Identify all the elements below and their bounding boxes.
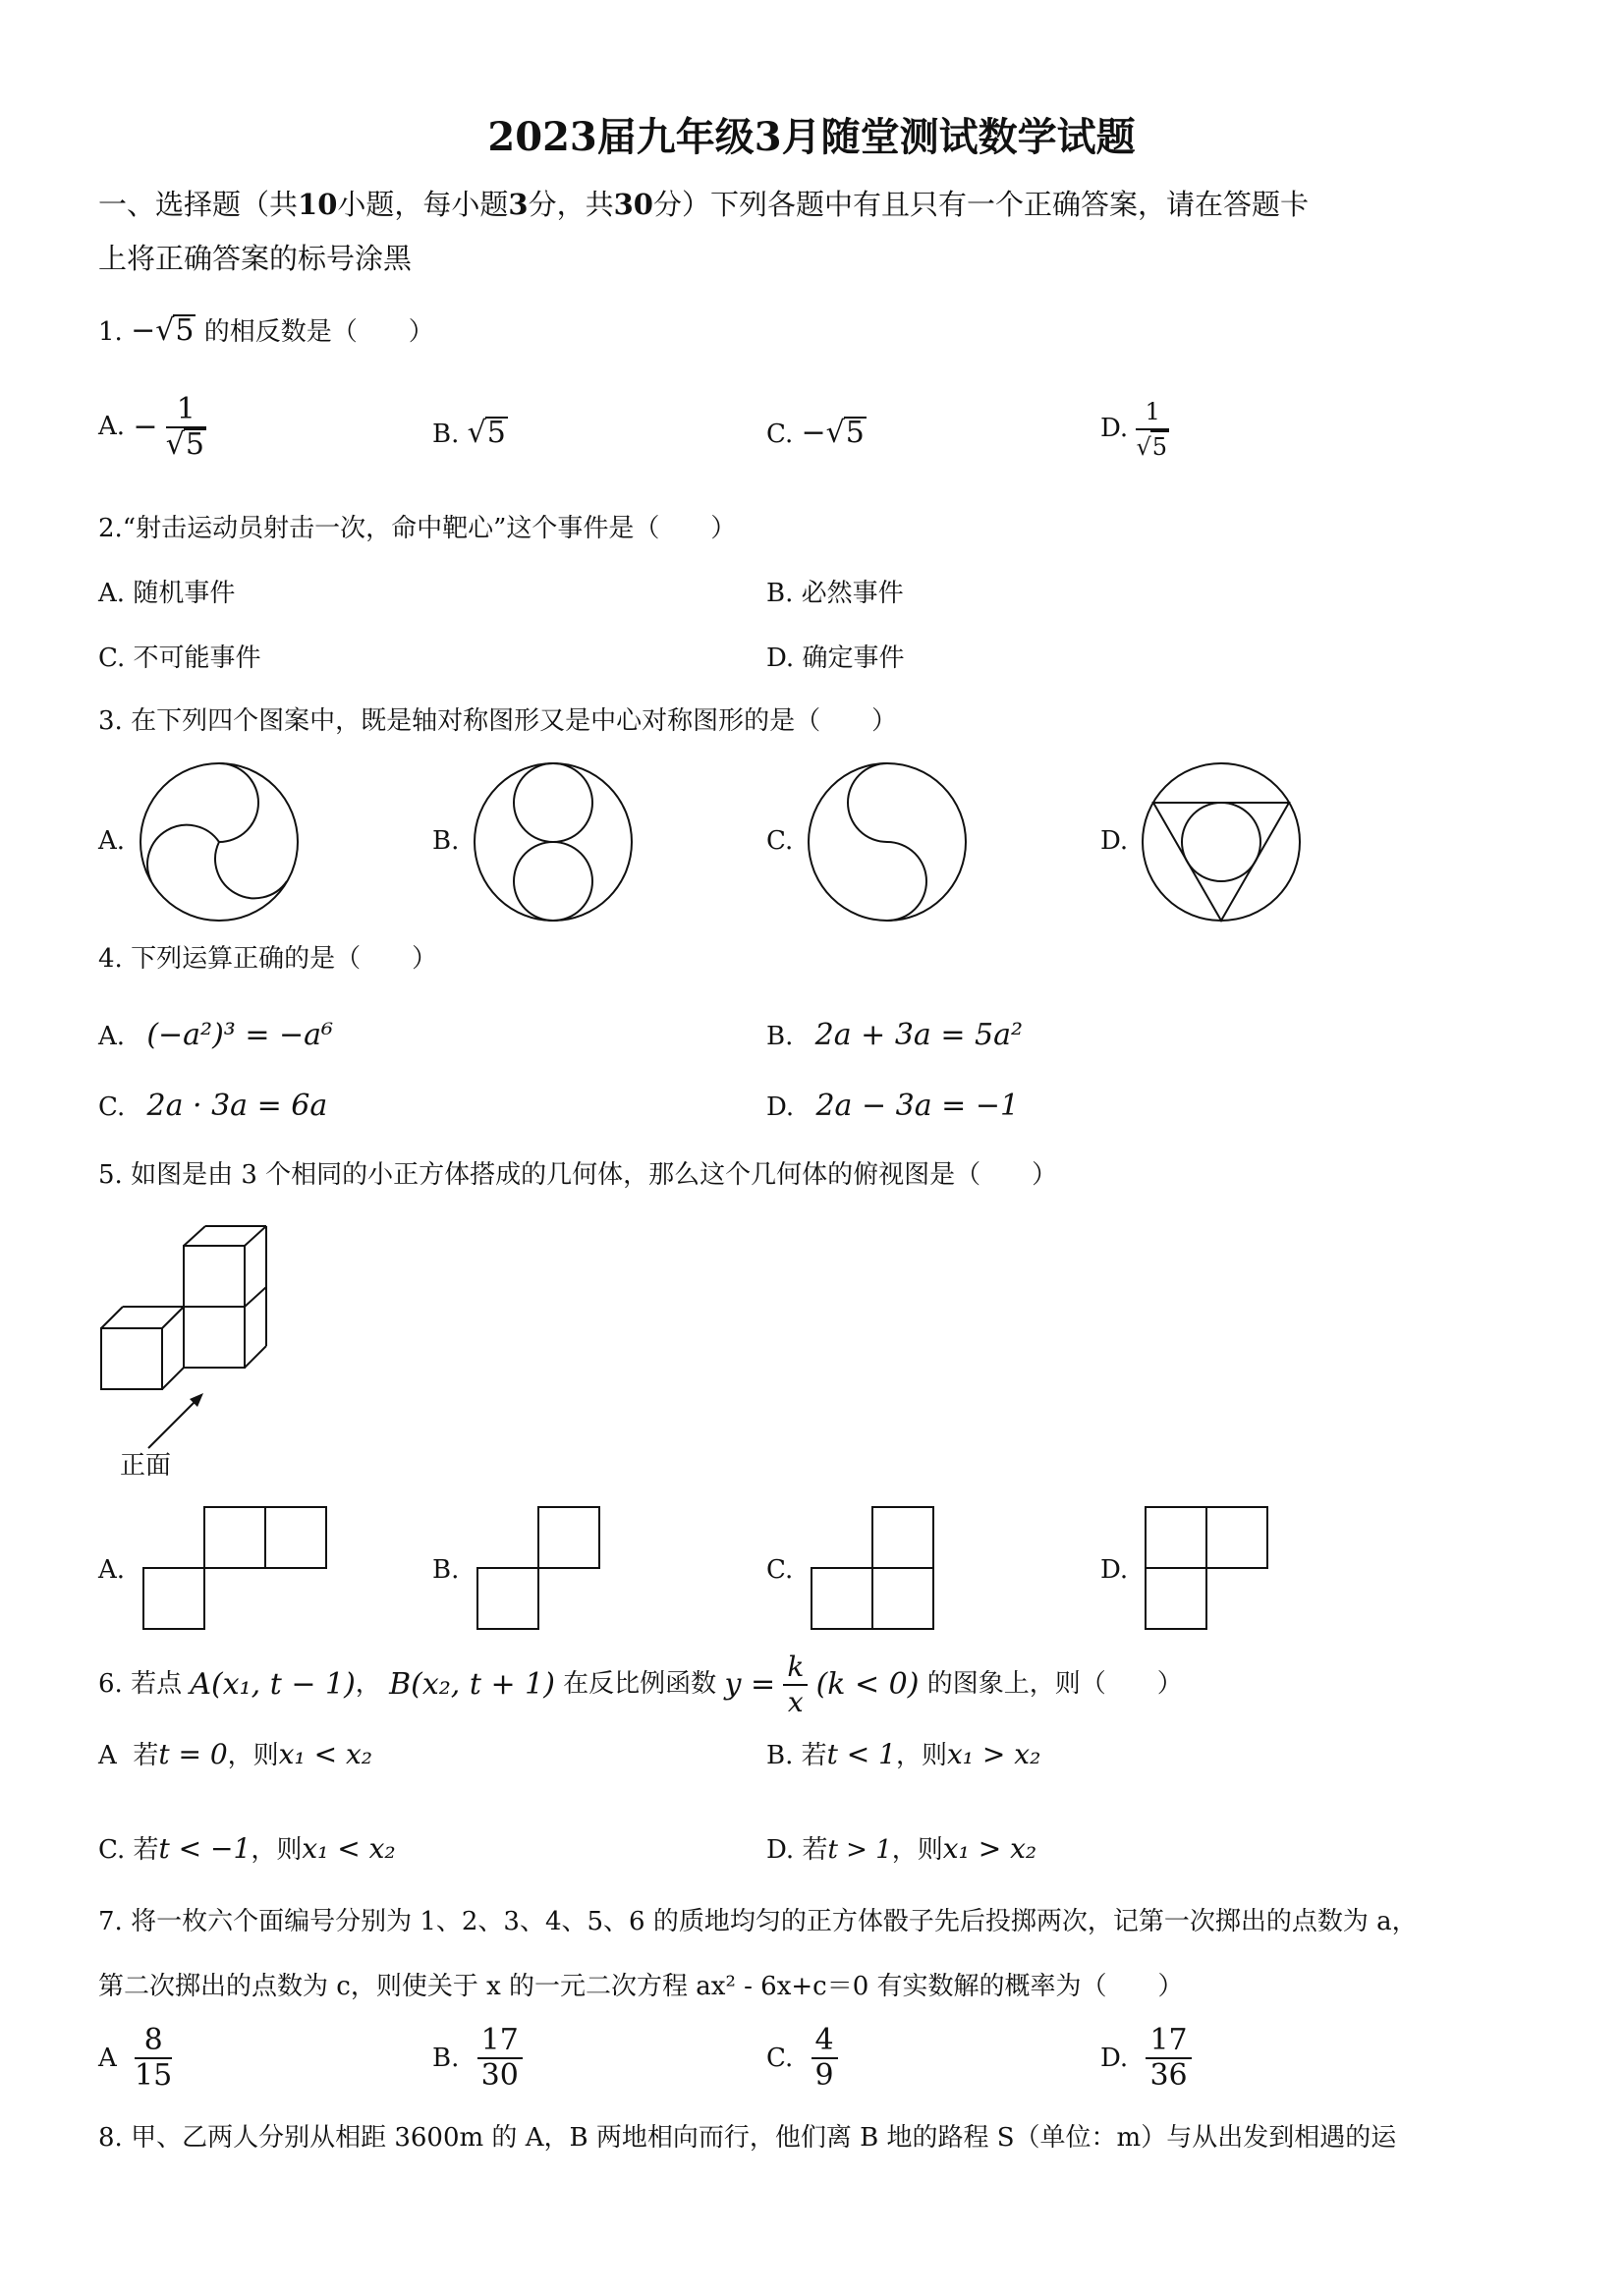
q5-option-a-view bbox=[141, 1505, 330, 1635]
q6-stem: 6. 若点 A(x₁, t − 1)， B(x₂, t + 1) 在反比例函数 y = $\frac{k}{x}$ (k < 0) 的图象上，则（ ） bbox=[98, 1651, 1183, 1718]
q2-option-a: A. 随机事件 bbox=[98, 579, 236, 608]
q4-option-b: B. 2a + 3a = 5a² bbox=[766, 1018, 1024, 1052]
q4-option-a: A. (−a²)³ = −a⁶ bbox=[98, 1018, 334, 1052]
q4-option-c: C. 2a · 3a = 6a bbox=[98, 1089, 328, 1123]
q3-figure-a bbox=[138, 760, 301, 924]
q6-option-c: C. 若t < −1，则x₁ < x₂ bbox=[98, 1832, 396, 1865]
q1-stem: 1. −√5 的相反数是（ ） bbox=[98, 313, 434, 348]
q7-stem-line2: 第二次掷出的点数为 c，则使关于 x 的一元二次方程 ax² - 6x+c＝0 有实数解的概率为（ ） bbox=[98, 1972, 1184, 2001]
q3-label-d: D. bbox=[1100, 826, 1129, 856]
q6-option-a: A 若t = 0，则x₁ < x₂ bbox=[98, 1738, 372, 1770]
q7-option-b: B. $\frac{17}{30}$ bbox=[432, 2024, 523, 2093]
q7-option-d: D. $\frac{17}{36}$ bbox=[1100, 2024, 1192, 2093]
q1-option-b: B. √5 bbox=[432, 416, 506, 450]
q1-option-d: D. $\frac{1}{√5}$ bbox=[1100, 395, 1169, 464]
q3-label-c: C. bbox=[766, 826, 794, 856]
section-header-line2: 上将正确答案的标号涂黑 bbox=[98, 242, 413, 275]
q2-option-b: B. 必然事件 bbox=[766, 579, 904, 608]
q2-option-c: C. 不可能事件 bbox=[98, 644, 261, 673]
section-header: 一、选择题（共10小题，每小题3分，共30分）下列各题中有且只有一个正确答案，请在答题卡 bbox=[98, 188, 1309, 221]
page-title: 2023届九年级3月随堂测试数学试题 bbox=[487, 114, 1136, 160]
q5-option-c-view bbox=[810, 1505, 939, 1635]
q5-label-d: D. bbox=[1100, 1555, 1129, 1585]
q5-label-a: A. bbox=[98, 1555, 126, 1585]
q5-front-label: 正面 bbox=[120, 1451, 172, 1481]
q4-option-d: D. 2a − 3a = −1 bbox=[766, 1089, 1020, 1123]
q7-option-a: A $\frac{8}{15}$ bbox=[98, 2023, 173, 2093]
q7-option-c: C. $\frac{4}{9}$ bbox=[766, 2024, 838, 2093]
q1-option-a: A. − $\frac{1}{√5}$ bbox=[98, 392, 204, 462]
q7-stem-line1: 7. 将一枚六个面编号分别为 1、2、3、4、5、6 的质地均匀的正方体骰子先后投掷两次，记第一次掷出的点数为 a， bbox=[98, 1907, 1418, 1936]
q5-cube-figure bbox=[93, 1218, 280, 1474]
q5-stem: 5. 如图是由 3 个相同的小正方体搭成的几何体，那么这个几何体的俯视图是（ ） bbox=[98, 1160, 1058, 1190]
q5-label-b: B. bbox=[432, 1555, 460, 1585]
q3-label-a: A. bbox=[98, 826, 126, 856]
q4-stem: 4. 下列运算正确的是（ ） bbox=[98, 944, 438, 974]
q2-stem: 2.“射击运动员射击一次，命中靶心”这个事件是（ ） bbox=[98, 514, 737, 543]
q2-option-d: D. 确定事件 bbox=[766, 644, 905, 673]
q3-figure-c bbox=[806, 760, 969, 924]
q6-option-d: D. 若t > 1，则x₁ > x₂ bbox=[766, 1832, 1037, 1865]
q5-label-c: C. bbox=[766, 1555, 794, 1585]
q3-stem: 3. 在下列四个图案中，既是轴对称图形又是中心对称图形的是（ ） bbox=[98, 706, 898, 736]
q5-option-d-view bbox=[1144, 1505, 1273, 1635]
q6-option-b: B. 若t < 1，则x₁ > x₂ bbox=[766, 1738, 1041, 1770]
q5-option-b-view bbox=[476, 1505, 605, 1635]
q3-figure-b bbox=[472, 760, 635, 924]
q3-label-b: B. bbox=[432, 826, 460, 856]
q1-option-c: C. −√5 bbox=[766, 416, 865, 450]
q3-figure-d bbox=[1140, 760, 1303, 924]
q8-stem-line1: 8. 甲、乙两人分别从相距 3600m 的 A，B 两地相向而行，他们离 B 地的路程 S（单位：m）与从出发到相遇的运 bbox=[98, 2123, 1397, 2153]
